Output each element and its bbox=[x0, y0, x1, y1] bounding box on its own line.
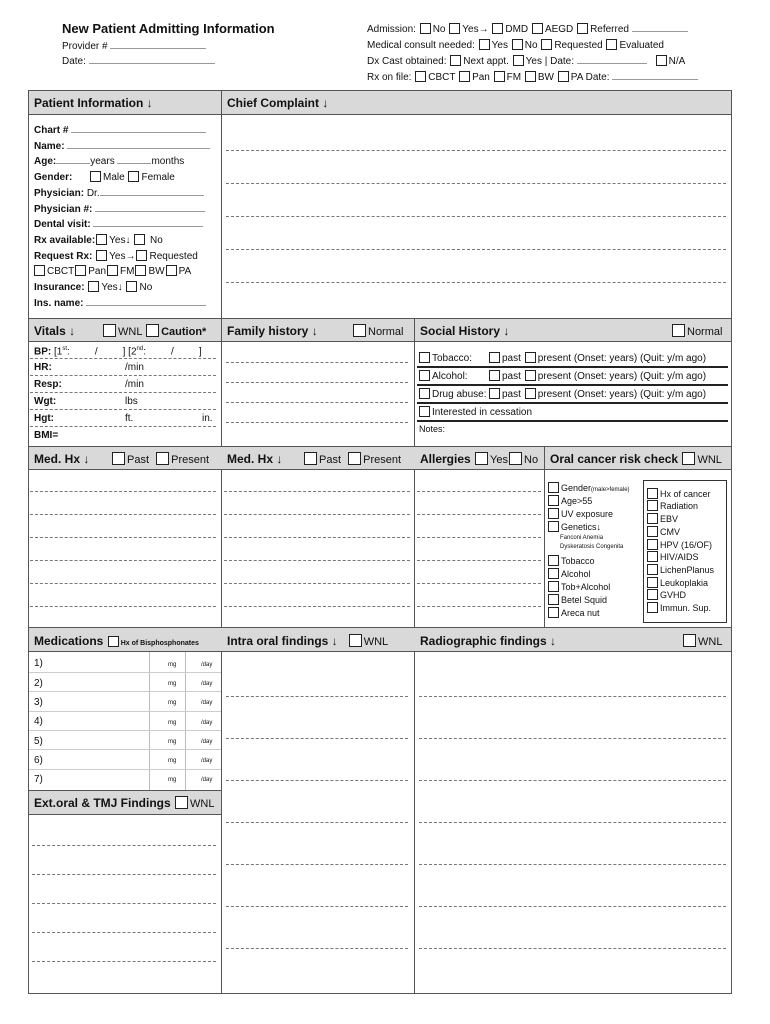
rx-available-yes-checkbox[interactable] bbox=[96, 234, 107, 245]
med-row-5[interactable]: 5) bbox=[34, 736, 43, 747]
allergies-no-checkbox[interactable] bbox=[509, 452, 522, 465]
med-row-4[interactable]: 4) bbox=[34, 716, 43, 727]
risk-tob-alcohol[interactable]: Tob+Alcohol bbox=[547, 581, 610, 592]
request-rx-row: Request Rx: Yes→ Requested bbox=[34, 251, 198, 262]
day-unit: /day bbox=[201, 758, 213, 764]
dxcast-next-checkbox[interactable] bbox=[450, 55, 461, 66]
mg-unit: mg bbox=[168, 777, 177, 783]
risk-hx-cancer[interactable]: Hx of cancer bbox=[646, 488, 711, 499]
admission-no-checkbox[interactable] bbox=[420, 23, 431, 34]
risk-gvhd[interactable]: GVHD bbox=[646, 589, 686, 600]
medications-title: Medications Hx of Bisphosphonates bbox=[34, 634, 199, 648]
height-field[interactable]: Hgt: ft. in. bbox=[34, 413, 213, 424]
risk-hpv[interactable]: HPV (16/OF) bbox=[646, 539, 712, 550]
medhx2-options: Past Present bbox=[303, 452, 401, 466]
tobacco-past-checkbox[interactable] bbox=[489, 352, 500, 363]
consult-no-checkbox[interactable] bbox=[512, 39, 523, 50]
insurance-no-checkbox[interactable] bbox=[126, 281, 137, 292]
insurance-row: Insurance: Yes↓ No bbox=[34, 282, 153, 293]
allergies-yes-checkbox[interactable] bbox=[475, 452, 488, 465]
mg-unit: mg bbox=[168, 662, 177, 668]
gender-row: Gender: Male Female bbox=[34, 172, 175, 183]
tobacco-checkbox[interactable] bbox=[419, 352, 430, 363]
rx-on-file-row: Rx on file: CBCT Pan FM BW PA Date: bbox=[367, 71, 698, 83]
bp-field[interactable]: BP: [1st: / ] [2nd: / ] bbox=[34, 346, 202, 358]
extoral-title: Ext.oral & TMJ Findings WNL bbox=[34, 796, 215, 810]
consult-requested-checkbox[interactable] bbox=[541, 39, 552, 50]
drug-present-checkbox[interactable] bbox=[525, 388, 536, 399]
day-unit: /day bbox=[201, 700, 213, 706]
req-fm-checkbox[interactable] bbox=[107, 265, 118, 276]
medhx2-title: Med. Hx ↓ bbox=[227, 452, 283, 466]
request-rx-type-row: CBCT Pan FM BW PA bbox=[33, 265, 191, 277]
divider bbox=[414, 319, 415, 994]
vitals-title: Vitals ↓ bbox=[34, 324, 76, 338]
mg-unit: mg bbox=[168, 758, 177, 764]
risk-alcohol[interactable]: Alcohol bbox=[547, 568, 591, 579]
radiographic-title: Radiographic findings ↓ bbox=[420, 634, 557, 648]
tobacco-row: Tobacco: past present (Onset: years) (Quit: y/m ago) bbox=[418, 352, 706, 364]
alcohol-past-checkbox[interactable] bbox=[489, 370, 500, 381]
consult-evaluated-checkbox[interactable] bbox=[606, 39, 617, 50]
divider bbox=[221, 319, 222, 994]
allergies-title: Allergies Yes No bbox=[420, 452, 539, 466]
form-title: New Patient Admitting Information bbox=[62, 21, 275, 36]
medhx1-present-checkbox[interactable] bbox=[156, 452, 169, 465]
insurance-name-field[interactable]: Ins. name: bbox=[34, 297, 206, 309]
risk-areca[interactable]: Areca nut bbox=[547, 607, 600, 618]
day-unit: /day bbox=[201, 777, 213, 783]
divider bbox=[221, 91, 222, 318]
alcohol-checkbox[interactable] bbox=[419, 370, 430, 381]
risk-leukoplakia[interactable]: Leukoplakia bbox=[646, 577, 708, 588]
rx-bw-checkbox[interactable] bbox=[525, 71, 536, 82]
female-checkbox[interactable] bbox=[128, 171, 139, 182]
vitals-wnl-checkbox[interactable] bbox=[103, 324, 116, 337]
req-pan-checkbox[interactable] bbox=[75, 265, 86, 276]
radiographic-wnl[interactable]: WNL bbox=[682, 634, 722, 648]
consult-yes-checkbox[interactable] bbox=[479, 39, 490, 50]
chart-field[interactable]: Chart # bbox=[34, 124, 206, 136]
chief-complaint-title: Chief Complaint ↓ bbox=[227, 96, 329, 110]
rx-pan-checkbox[interactable] bbox=[459, 71, 470, 82]
rx-cbct-checkbox[interactable] bbox=[415, 71, 426, 82]
req-bw-checkbox[interactable] bbox=[135, 265, 146, 276]
risk-uv[interactable]: UV exposure bbox=[547, 508, 613, 519]
day-unit: /day bbox=[201, 662, 213, 668]
risk-cmv[interactable]: CMV bbox=[646, 526, 680, 537]
drug-abuse-checkbox[interactable] bbox=[419, 388, 430, 399]
patient-info-title: Patient Information ↓ bbox=[34, 96, 153, 110]
mg-unit: mg bbox=[168, 739, 177, 745]
dxcast-na-checkbox[interactable] bbox=[656, 55, 667, 66]
medhx1-options: Past Present bbox=[111, 452, 209, 466]
vitals-caution-checkbox[interactable] bbox=[146, 324, 159, 337]
name-field[interactable]: Name: bbox=[34, 140, 210, 152]
oral-cancer-title: Oral cancer risk check WNL bbox=[550, 452, 722, 466]
consult-row: Medical consult needed: Yes No Requested Evaluated bbox=[367, 40, 664, 51]
day-unit: /day bbox=[201, 720, 213, 726]
dental-visit-field[interactable]: Dental visit: bbox=[34, 218, 203, 230]
rx-fm-checkbox[interactable] bbox=[494, 71, 505, 82]
req-pa-checkbox[interactable] bbox=[166, 265, 177, 276]
mg-unit: mg bbox=[168, 720, 177, 726]
rx-pa-checkbox[interactable] bbox=[558, 71, 569, 82]
social-normal-checkbox[interactable] bbox=[672, 324, 685, 337]
oral-cancer-wnl-checkbox[interactable] bbox=[682, 452, 695, 465]
medhx1-title: Med. Hx ↓ bbox=[34, 452, 90, 466]
med-row-3[interactable]: 3) bbox=[34, 697, 43, 708]
mg-unit: mg bbox=[168, 681, 177, 687]
resp-field[interactable]: Resp: /min bbox=[34, 379, 144, 390]
hr-field[interactable]: HR: /min bbox=[34, 362, 144, 373]
family-normal[interactable]: Normal bbox=[352, 324, 403, 338]
risk-dyskeratosis: Dyskeratosis Congenita bbox=[560, 544, 624, 550]
admission-aegd-checkbox[interactable] bbox=[532, 23, 543, 34]
medhx2-past-checkbox[interactable] bbox=[304, 452, 317, 465]
intraoral-wnl-checkbox[interactable] bbox=[349, 634, 362, 647]
risk-tobacco[interactable]: Tobacco bbox=[547, 555, 595, 566]
date-field[interactable]: Date: bbox=[62, 55, 215, 67]
risk-ebv[interactable]: EBV bbox=[646, 513, 678, 524]
risk-radiation[interactable]: Radiation bbox=[646, 500, 698, 511]
bmi-field[interactable]: BMI= bbox=[34, 430, 59, 441]
medhx1-past-checkbox[interactable] bbox=[112, 452, 125, 465]
risk-age[interactable]: Age>55 bbox=[547, 495, 592, 506]
extoral-wnl-checkbox[interactable] bbox=[175, 796, 188, 809]
med-row-2[interactable]: 2) bbox=[34, 678, 43, 689]
risk-immun[interactable]: Immun. Sup. bbox=[646, 602, 711, 613]
cessation-row: Interested in cessation bbox=[418, 406, 532, 418]
med-row-6[interactable]: 6) bbox=[34, 755, 43, 766]
family-history-title: Family history ↓ bbox=[227, 324, 318, 338]
risk-fanconi: Fanconi Anemia bbox=[560, 535, 604, 541]
divider bbox=[544, 447, 545, 627]
family-normal-checkbox[interactable] bbox=[353, 324, 366, 337]
med-row-7[interactable]: 7) bbox=[34, 774, 43, 785]
weight-field[interactable]: Wgt: lbs bbox=[34, 396, 138, 407]
mg-unit: mg bbox=[168, 700, 177, 706]
alcohol-present-checkbox[interactable] bbox=[525, 370, 536, 381]
request-rx-yes-checkbox[interactable] bbox=[96, 250, 107, 261]
risk-genetics[interactable]: Genetics↓ bbox=[547, 521, 601, 532]
social-normal[interactable]: Normal bbox=[671, 324, 722, 338]
social-notes-field[interactable]: Notes: bbox=[419, 424, 446, 434]
admission-row: Admission: No Yes→ DMD AEGD Referred bbox=[367, 23, 688, 35]
vitals-wnl[interactable]: WNL Caution* bbox=[102, 324, 206, 338]
admission-yes-checkbox[interactable] bbox=[449, 23, 460, 34]
dxcast-yes-checkbox[interactable] bbox=[513, 55, 524, 66]
med-row-1[interactable]: 1) bbox=[34, 658, 43, 669]
insurance-yes-checkbox[interactable] bbox=[88, 281, 99, 292]
tobacco-present-checkbox[interactable] bbox=[525, 352, 536, 363]
risk-gender[interactable]: Gender(male>female) bbox=[547, 482, 630, 493]
drug-past-checkbox[interactable] bbox=[489, 388, 500, 399]
medhx2-present-checkbox[interactable] bbox=[348, 452, 361, 465]
req-cbct-checkbox[interactable] bbox=[34, 265, 45, 276]
admission-dmd-checkbox[interactable] bbox=[492, 23, 503, 34]
risk-betel[interactable]: Betel Squid bbox=[547, 594, 607, 605]
bisphosphonates-checkbox[interactable] bbox=[108, 636, 119, 647]
physician-number-field[interactable]: Physician #: bbox=[34, 203, 205, 215]
rx-available-no-checkbox[interactable] bbox=[134, 234, 145, 245]
risk-lichen[interactable]: LichenPlanus bbox=[646, 564, 714, 575]
cessation-checkbox[interactable] bbox=[419, 406, 430, 417]
alcohol-row: Alcohol: past present (Onset: years) (Quit: y/m ago) bbox=[418, 370, 706, 382]
day-unit: /day bbox=[201, 739, 213, 745]
radiographic-wnl-checkbox[interactable] bbox=[683, 634, 696, 647]
physician-field[interactable]: Physician: Dr. bbox=[34, 187, 204, 199]
admission-referred-checkbox[interactable] bbox=[577, 23, 588, 34]
risk-hiv[interactable]: HIV/AIDS bbox=[646, 551, 699, 562]
request-rx-requested-checkbox[interactable] bbox=[136, 250, 147, 261]
drug-abuse-row: Drug abuse: past present (Onset: years) (Quit: y/m ago) bbox=[418, 388, 706, 400]
dxcast-row: Dx Cast obtained: Next appt. Yes | Date: N/A bbox=[367, 56, 686, 67]
male-checkbox[interactable] bbox=[90, 171, 101, 182]
rx-available-row: Rx available: Yes↓ No bbox=[34, 235, 163, 246]
intraoral-title: Intra oral findings ↓ WNL bbox=[227, 634, 389, 648]
day-unit: /day bbox=[201, 681, 213, 687]
age-field[interactable]: Age: years months bbox=[34, 156, 185, 167]
social-history-title: Social History ↓ bbox=[420, 324, 510, 338]
provider-field[interactable]: Provider # bbox=[62, 40, 206, 52]
